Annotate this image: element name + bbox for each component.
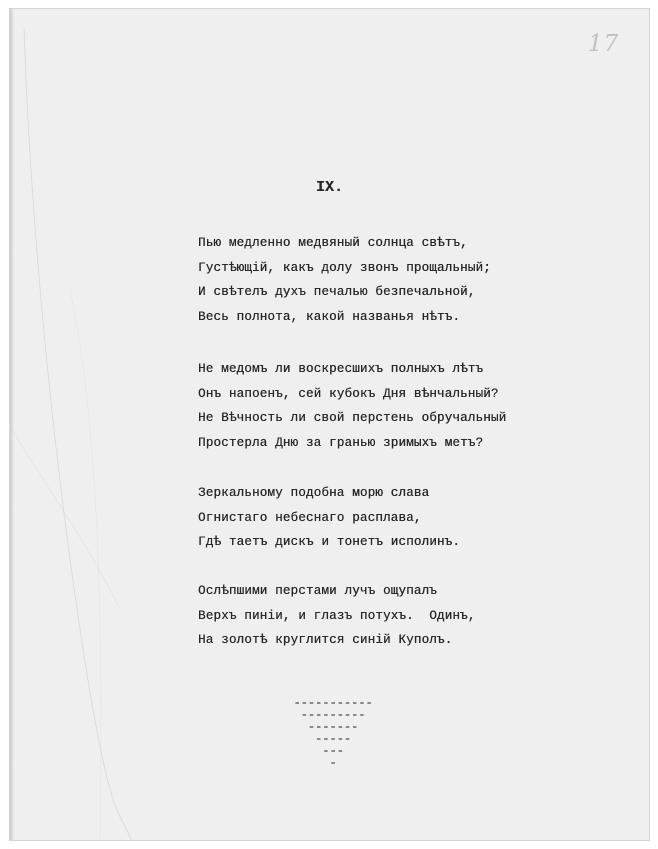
stanza-2 <box>198 357 506 455</box>
ornament-row: ----- <box>314 732 351 746</box>
verse-line: На золотѣ круглится синій Куполъ. <box>198 633 453 647</box>
verse-line: Гдѣ таетъ дискъ и тонетъ исполинъ. <box>198 535 461 549</box>
verse-line: Густѣющій, какъ долу звонъ прощальный; <box>198 260 491 275</box>
closing-ornament <box>288 697 378 769</box>
verse-line: Весь полнота, какой названья нѣтъ. <box>198 309 461 324</box>
verse-line: Зеркальному подобна морю слава <box>198 486 430 500</box>
stanza-1 <box>198 231 491 329</box>
verse-line: Простерла Дню за гранью зримыхъ метъ? <box>198 435 484 450</box>
verse-line: Онъ напоенъ, сей кубокъ Дня вѣнчальный? <box>198 386 499 401</box>
verse-line: Ослѣпшими перстами лучъ ощупалъ <box>198 584 437 598</box>
ornament-row: --- <box>322 744 344 758</box>
ornament-row: - <box>329 756 337 770</box>
ornament-row: --------- <box>300 708 366 722</box>
ornament-row: ----------- <box>293 696 373 710</box>
stanza-4 <box>198 579 475 653</box>
page-number: 17 <box>588 31 620 57</box>
ornament-row: ------- <box>307 720 359 734</box>
verse-line: Верхъ пиніи, и глазъ потухъ. Одинъ, <box>198 608 476 623</box>
verse-line: Огнистаго небеснаго расплава, <box>198 510 422 525</box>
manuscript-page <box>9 8 650 841</box>
verse-line: И свѣтелъ духъ печалью безпечальной, <box>198 285 476 299</box>
verse-line: Не Вѣчность ли свой перстень обручальный <box>198 411 507 425</box>
verse-line: Не медомъ ли воскресшихъ полныхъ лѣтъ <box>198 362 484 376</box>
verse-line: Пью медленно медвяный солнца свѣтъ, <box>198 236 468 250</box>
poem-title: IX. <box>316 179 344 196</box>
stanza-3 <box>198 481 460 555</box>
